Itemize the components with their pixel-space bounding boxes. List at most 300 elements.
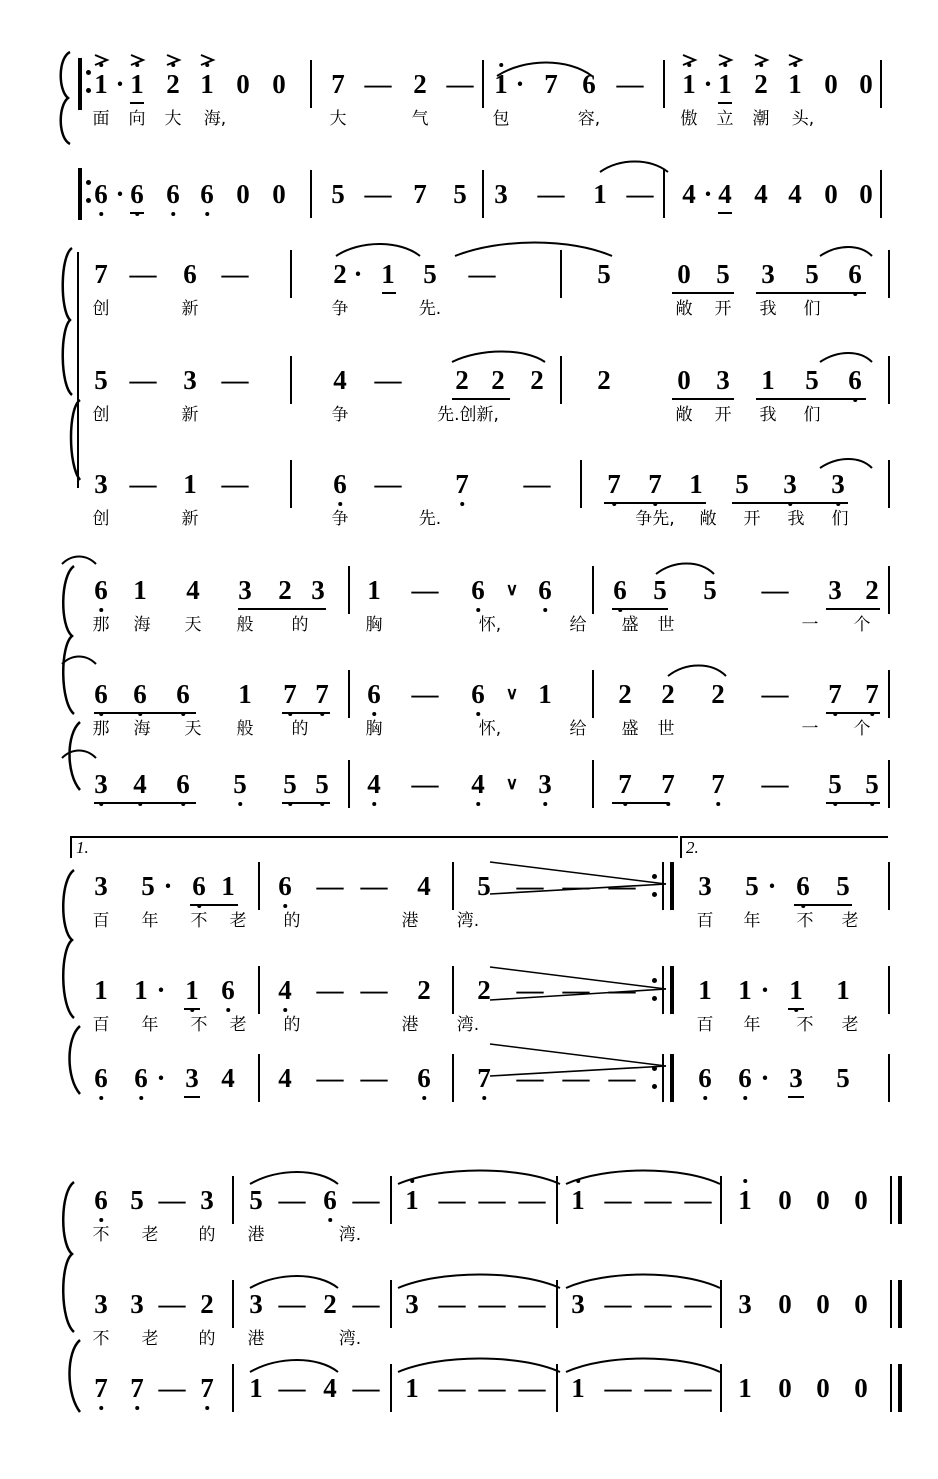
note: 1 <box>221 871 235 901</box>
lyric: 包 <box>492 109 510 129</box>
note: 6 <box>471 678 485 710</box>
note: 1 <box>689 469 703 499</box>
repeat-dot <box>652 1084 657 1089</box>
barline <box>888 760 890 808</box>
note: — <box>411 769 439 799</box>
note: 1 <box>538 679 552 709</box>
note: 6 <box>130 178 144 210</box>
s3-voice1-lyrics <box>0 614 938 638</box>
note: 0 <box>272 69 286 99</box>
note: 2 <box>333 259 347 289</box>
note: — <box>478 1373 506 1403</box>
note: 5 <box>423 259 437 289</box>
barline <box>310 170 312 218</box>
lyric: 创 <box>92 405 110 425</box>
lyric: 百 <box>92 1015 110 1035</box>
note: 7 <box>94 259 108 289</box>
lyric: 海 <box>133 719 151 739</box>
note: 1 <box>738 975 752 1005</box>
note: — <box>684 1373 712 1403</box>
barline <box>888 862 890 910</box>
note: 2 <box>530 365 544 395</box>
lyric: 敞 <box>675 299 693 319</box>
beam <box>282 802 330 804</box>
repeat-dot <box>86 88 91 93</box>
lyric: 先.创新, <box>437 405 499 425</box>
note: — <box>129 365 157 395</box>
note: — <box>604 1373 632 1403</box>
note-dot: · <box>353 259 363 289</box>
lyric: 港 <box>401 1015 419 1035</box>
note: — <box>360 871 388 901</box>
s2-voice3-lyrics <box>0 508 938 532</box>
note: 0 <box>778 1289 792 1319</box>
lyric: 老 <box>141 1329 159 1349</box>
lyric: 港 <box>247 1329 265 1349</box>
note: 5 <box>735 469 749 499</box>
lyric: 给 <box>569 615 587 635</box>
note: — <box>761 769 789 799</box>
barline <box>258 966 260 1014</box>
note: 6 <box>176 678 190 710</box>
s4-voice2-notes <box>0 974 938 1008</box>
lyric: 海, <box>203 109 227 129</box>
lyric: 立 <box>716 109 734 129</box>
lyric: 盛 <box>621 615 639 635</box>
lyric: 怀, <box>478 615 502 635</box>
s5-voice2-notes <box>0 1288 938 1322</box>
note: 7 <box>315 678 329 710</box>
note: — <box>608 871 636 901</box>
lyric: 湾. <box>338 1329 362 1349</box>
note: — <box>516 1063 544 1093</box>
lyric: 一 <box>801 615 819 635</box>
note: 0 <box>677 365 691 395</box>
note: 4 <box>278 974 292 1006</box>
note: — <box>158 1185 186 1215</box>
note: — <box>518 1185 546 1215</box>
note: 0 <box>236 69 250 99</box>
note: 6 <box>94 678 108 710</box>
lyric: 盛 <box>621 719 639 739</box>
note: 5 <box>865 768 879 800</box>
note: 7 <box>130 1372 144 1404</box>
beam <box>612 802 668 804</box>
note: — <box>411 575 439 605</box>
barline <box>452 966 454 1014</box>
note: 1 <box>94 975 108 1005</box>
s3-voice3-notes <box>0 768 938 802</box>
note: 2 <box>477 975 491 1005</box>
note: 2 <box>597 365 611 395</box>
note-dot: · <box>760 975 770 1005</box>
note: 4 <box>186 575 200 605</box>
note: 1 <box>718 68 732 100</box>
beam <box>130 212 144 214</box>
lyric: 老 <box>229 911 247 931</box>
s5-voice1-notes <box>0 1184 938 1218</box>
barline <box>888 670 890 718</box>
barline <box>720 1176 722 1224</box>
lyric: 般 <box>236 719 254 739</box>
note: 5 <box>141 871 155 901</box>
note: — <box>518 1373 546 1403</box>
lyric: 我 <box>759 299 777 319</box>
lyric: 先. <box>418 509 442 529</box>
note: 3 <box>94 1289 108 1319</box>
note: — <box>316 871 344 901</box>
beam <box>756 398 866 400</box>
beam <box>282 712 330 714</box>
note: 6 <box>134 1062 148 1094</box>
lyric: 气 <box>411 109 429 129</box>
note: 3 <box>494 179 508 209</box>
note: 6 <box>848 258 862 290</box>
note: 2 <box>711 679 725 709</box>
barline <box>482 60 484 108</box>
s5-voice3-notes <box>0 1372 938 1406</box>
s2-voice2-notes <box>0 364 938 398</box>
note: 4 <box>367 768 381 800</box>
note: 7 <box>865 678 879 710</box>
note: 3 <box>185 1063 199 1093</box>
lyric: 个 <box>853 719 871 739</box>
volta-2-line <box>680 836 888 838</box>
s2-voice2-lyrics <box>0 404 938 428</box>
note: 0 <box>778 1185 792 1215</box>
repeat-barline <box>662 1054 664 1102</box>
note: 3 <box>249 1289 263 1319</box>
note: 7 <box>455 468 469 500</box>
note: — <box>158 1373 186 1403</box>
note: 2 <box>754 68 768 100</box>
note: 1 <box>94 68 108 100</box>
note: — <box>316 975 344 1005</box>
note: 1 <box>494 68 508 100</box>
lyric: 争 <box>331 405 349 425</box>
note: 3 <box>698 871 712 901</box>
s5-voice2-lyrics <box>0 1328 938 1352</box>
note-dot: · <box>703 179 713 209</box>
note: 7 <box>283 678 297 710</box>
note: 3 <box>538 768 552 800</box>
lyric: 海 <box>133 615 151 635</box>
note: — <box>278 1185 306 1215</box>
note: — <box>316 1063 344 1093</box>
lyric: 的 <box>291 615 309 635</box>
note-dot: · <box>156 1063 166 1093</box>
lyric: 个 <box>853 615 871 635</box>
note: — <box>644 1185 672 1215</box>
repeat-barline <box>662 862 664 910</box>
beam <box>190 904 238 906</box>
note: 3 <box>831 468 845 500</box>
barline <box>888 460 890 508</box>
s3-voice1-notes <box>0 574 938 608</box>
note: 6 <box>133 678 147 710</box>
note: 1 <box>761 365 775 395</box>
lyric: 世 <box>657 615 675 635</box>
note: 3 <box>130 1289 144 1319</box>
s1-voice1-lyrics <box>0 108 938 132</box>
barline <box>390 1280 392 1328</box>
note: 7 <box>828 678 842 710</box>
lyric: 们 <box>803 405 821 425</box>
lyric: 敞 <box>699 509 717 529</box>
s4-voice1-lyrics <box>0 910 938 934</box>
note: 3 <box>761 259 775 289</box>
barline <box>348 566 350 614</box>
barline <box>452 862 454 910</box>
note: — <box>360 1063 388 1093</box>
note: 3 <box>238 575 252 605</box>
note: — <box>604 1289 632 1319</box>
lyric: 天 <box>184 615 202 635</box>
lyric: 开 <box>743 509 761 529</box>
barline <box>390 1176 392 1224</box>
system-2 <box>0 240 938 540</box>
note: 6 <box>192 870 206 902</box>
note: 4 <box>417 871 431 901</box>
note: 1 <box>789 974 803 1006</box>
repeat-barline <box>670 862 674 910</box>
s3-voice2-notes <box>0 678 938 712</box>
lyric: 的 <box>198 1225 216 1245</box>
note: 2 <box>618 679 632 709</box>
beam <box>382 292 396 294</box>
barline <box>592 760 594 808</box>
note: 5 <box>836 1063 850 1093</box>
note: 5 <box>331 179 345 209</box>
note: 6 <box>582 69 596 99</box>
beam <box>238 608 326 610</box>
note: — <box>364 69 392 99</box>
lyric: 面 <box>92 109 110 129</box>
note: — <box>518 1289 546 1319</box>
final-barline <box>898 1280 902 1328</box>
repeat-barline <box>78 168 82 220</box>
note: 2 <box>166 68 180 100</box>
note: — <box>411 679 439 709</box>
note: 1 <box>133 575 147 605</box>
barline <box>888 356 890 404</box>
note: 7 <box>331 69 345 99</box>
barline <box>556 1280 558 1328</box>
note: 7 <box>413 179 427 209</box>
lyric: 一 <box>801 719 819 739</box>
repeat-barline <box>662 966 664 1014</box>
beam <box>94 802 196 804</box>
lyric: 湾. <box>456 911 480 931</box>
note: 3 <box>783 468 797 500</box>
note: — <box>608 975 636 1005</box>
note: 6 <box>698 1062 712 1094</box>
note: — <box>761 679 789 709</box>
s2-voice1-lyrics <box>0 298 938 322</box>
note: 1 <box>405 1184 419 1216</box>
note: 6 <box>94 1062 108 1094</box>
repeat-barline <box>78 58 82 110</box>
note: 6 <box>94 1184 108 1216</box>
note: 5 <box>315 768 329 800</box>
barline <box>232 1280 234 1328</box>
note: — <box>221 259 249 289</box>
note-dot: · <box>163 871 173 901</box>
note: 1 <box>593 179 607 209</box>
note: 7 <box>94 1372 108 1404</box>
barline <box>310 60 312 108</box>
beam <box>672 398 734 400</box>
beam <box>94 712 196 714</box>
note: — <box>374 469 402 499</box>
lyric: 头, <box>791 109 815 129</box>
note: 1 <box>185 974 199 1006</box>
s4-voice2-lyrics <box>0 1014 938 1038</box>
barline <box>888 1054 890 1102</box>
s2-voice1-notes <box>0 258 938 292</box>
lyric: 世 <box>657 719 675 739</box>
barline <box>592 566 594 614</box>
note-dot: · <box>115 179 125 209</box>
note: — <box>478 1289 506 1319</box>
note: 4 <box>754 179 768 209</box>
lyric: 我 <box>759 405 777 425</box>
note: 1 <box>698 975 712 1005</box>
note: 4 <box>682 179 696 209</box>
beam <box>788 1008 804 1010</box>
note: 5 <box>836 871 850 901</box>
barline <box>348 760 350 808</box>
barline <box>580 460 582 508</box>
lyric: 们 <box>831 509 849 529</box>
lyric: 的 <box>198 1329 216 1349</box>
final-barline <box>898 1176 902 1224</box>
system-3 <box>0 552 938 812</box>
note: — <box>562 1063 590 1093</box>
lyric: 向 <box>128 109 146 129</box>
lyric: 老 <box>841 1015 859 1035</box>
note: — <box>537 179 565 209</box>
note: 2 <box>661 679 675 709</box>
lyric: 百 <box>92 911 110 931</box>
lyric: 大 <box>164 109 182 129</box>
volta-2-label: 2. <box>686 838 699 857</box>
note: — <box>468 259 496 289</box>
barline <box>888 566 890 614</box>
note: 5 <box>828 768 842 800</box>
note: 1 <box>238 679 252 709</box>
beam <box>732 502 848 504</box>
barline <box>880 60 882 108</box>
beam <box>604 502 706 504</box>
note: — <box>360 975 388 1005</box>
note-dot: · <box>156 975 166 1005</box>
note: 5 <box>283 768 297 800</box>
note: — <box>221 365 249 395</box>
barline <box>290 250 292 298</box>
beam <box>184 1096 200 1098</box>
note: — <box>438 1289 466 1319</box>
barline <box>258 862 260 910</box>
note: 7 <box>477 1062 491 1094</box>
barline <box>232 1176 234 1224</box>
note: 5 <box>249 1185 263 1215</box>
note: 1 <box>367 575 381 605</box>
note: 1 <box>738 1373 752 1403</box>
repeat-barline <box>670 966 674 1014</box>
note: 2 <box>413 69 427 99</box>
beam <box>612 608 668 610</box>
final-barline <box>890 1364 892 1412</box>
breath-mark: ∨ <box>505 684 519 703</box>
note: — <box>626 179 654 209</box>
repeat-dot <box>86 198 91 203</box>
note: 7 <box>661 768 675 800</box>
note: 1 <box>571 1184 585 1216</box>
note: 3 <box>311 575 325 605</box>
note: 6 <box>613 574 627 606</box>
note: 2 <box>455 365 469 395</box>
note: 6 <box>166 178 180 210</box>
note: — <box>516 871 544 901</box>
note: 3 <box>183 365 197 395</box>
note: — <box>644 1373 672 1403</box>
note: — <box>644 1289 672 1319</box>
beam <box>130 102 144 104</box>
barline <box>880 170 882 218</box>
note: — <box>438 1373 466 1403</box>
note: 0 <box>677 259 691 289</box>
note: 1 <box>249 1373 263 1403</box>
note: — <box>352 1289 380 1319</box>
final-barline <box>898 1364 902 1412</box>
lyric: 湾. <box>456 1015 480 1035</box>
lyric: 开 <box>714 405 732 425</box>
note: 6 <box>94 574 108 606</box>
note-dot: · <box>515 69 525 99</box>
note: 6 <box>538 574 552 606</box>
repeat-dot <box>652 1066 657 1071</box>
s1-voice1-notes <box>0 68 938 102</box>
note: 3 <box>789 1063 803 1093</box>
beam <box>794 904 852 906</box>
note: 3 <box>828 575 842 605</box>
barline <box>888 966 890 1014</box>
note: 6 <box>333 468 347 500</box>
lyric: 不 <box>190 911 208 931</box>
lyric: 不 <box>190 1015 208 1035</box>
system-4 <box>0 822 938 1112</box>
note: 1 <box>183 469 197 499</box>
beam <box>184 1008 200 1010</box>
note: 1 <box>405 1373 419 1403</box>
note-dot: · <box>760 1063 770 1093</box>
note: 4 <box>323 1373 337 1403</box>
note: 6 <box>278 870 292 902</box>
note-dot: · <box>767 871 777 901</box>
note: 1 <box>738 1184 752 1216</box>
s4-voice1-notes <box>0 870 938 904</box>
barline <box>232 1364 234 1412</box>
note: — <box>684 1185 712 1215</box>
note: 7 <box>607 468 621 500</box>
lyric: 般 <box>236 615 254 635</box>
note: 3 <box>94 469 108 499</box>
lyric: 胸 <box>365 719 383 739</box>
lyric: 那 <box>92 615 110 635</box>
note: — <box>761 575 789 605</box>
repeat-dot <box>652 978 657 983</box>
